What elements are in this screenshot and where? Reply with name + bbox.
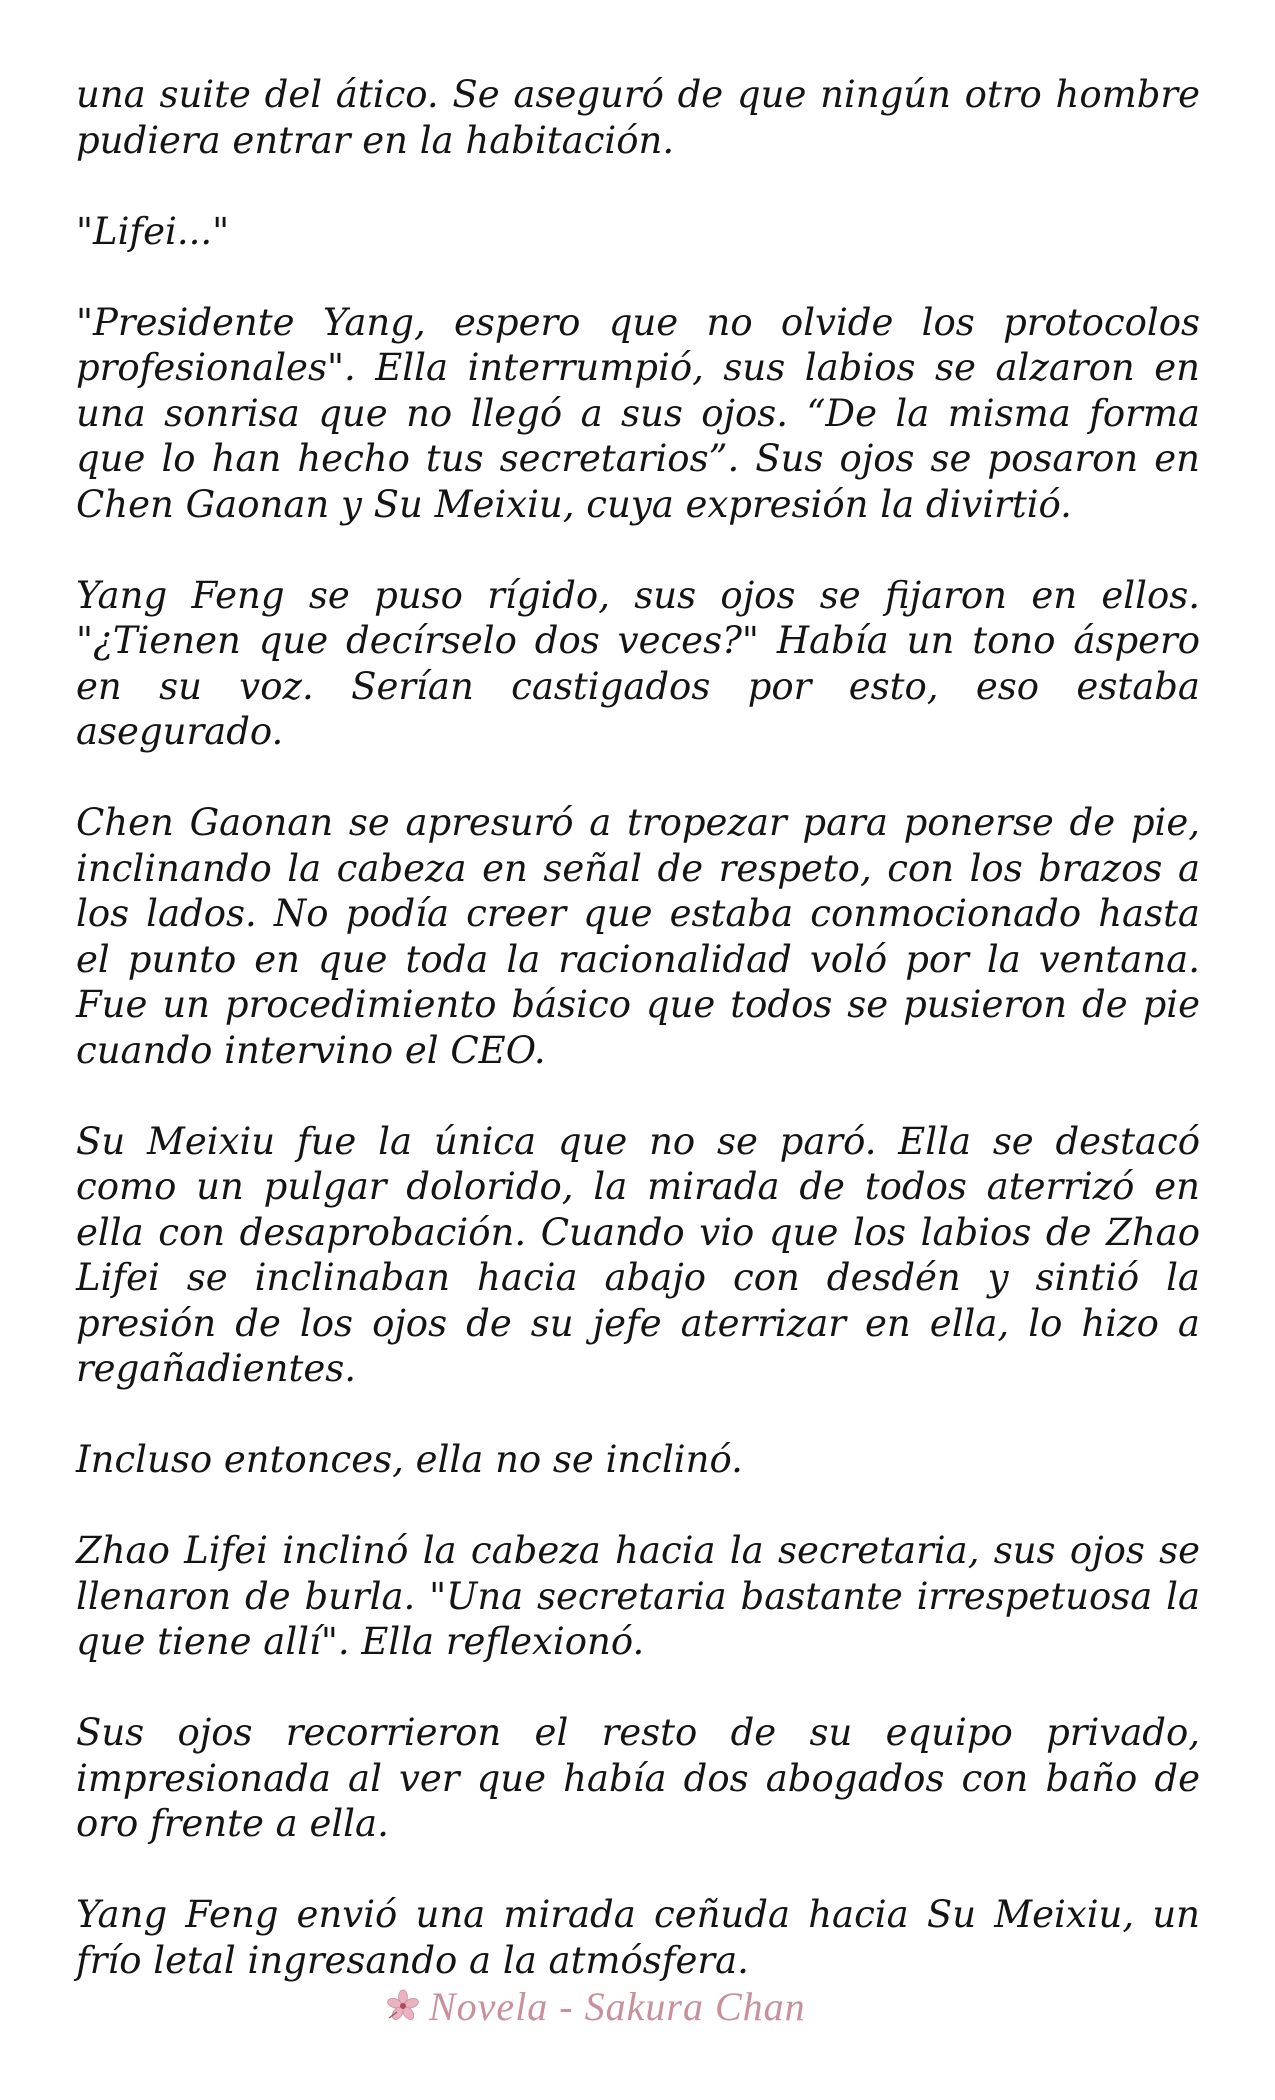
paragraph: "Lifei..." bbox=[76, 209, 230, 253]
watermark bbox=[385, 1978, 806, 2034]
paragraph: Sus ojos recorrieron el resto de su equipo privado, impresionada al ver que había dos abogados con baño de oro frente a ella. bbox=[76, 1711, 1200, 1845]
paragraph: Yang Feng envió una mirada ceñuda hacia Su Meixiu, un frío letal ingresando a la atmósfera. bbox=[76, 1893, 1200, 1982]
paragraph: una suite del ático. Se aseguró de que ningún otro hombre pudiera entrar en la habitación. bbox=[76, 73, 1200, 162]
paragraph: Incluso entonces, ella no se inclinó. bbox=[76, 1438, 743, 1481]
paragraph: Su Meixiu fue la única que no se paró. Ella se destacó como un pulgar dolorido, la mirada de todos aterrizó en ella con desaprobación. Cuando vio que los labios de Zhao Lifei se inclinaban hacia abajo con desdén y sintió la presión de los ojos de su jefe aterrizar en ella, lo hizo a regañadientes. bbox=[76, 1119, 1200, 1390]
paragraph: "Presidente Yang, espero que no olvide los protocolos profesionales". Ella interrumpió, sus labios se alzaron en una sonrisa que no llegó a sus ojos. “De la misma forma que lo han hecho tus secretarios”. Sus ojos se posaron en Chen Gaonan y Su Meixiu, cuya expresión la divirtió. bbox=[76, 300, 1200, 526]
watermark-text: Novela - Sakura Chan bbox=[429, 1983, 806, 2029]
paragraph: Zhao Lifei inclinó la cabeza hacia la secretaria, sus ojos se llenaron de burla. "Una secretaria bastante irrespetuosa la que tiene allí". Ella reflexionó. bbox=[76, 1529, 1200, 1663]
paragraph: Yang Feng se puso rígido, sus ojos se fijaron en ellos. "¿Tienen que decírselo dos veces?" Había un tono áspero en su voz. Serían castigados por esto, eso estaba asegurado. bbox=[76, 573, 1200, 753]
novel-text bbox=[76, 72, 1200, 1983]
paragraph: Chen Gaonan se apresuró a tropezar para ponerse de pie, inclinando la cabeza en señal de respeto, con los brazos a los lados. No podía creer que estaba conmocionado hasta el punto en que toda la racionalidad voló por la ventana. Fue un procedimiento básico que todos se pusieron de pie cuando intervino el CEO. bbox=[76, 801, 1200, 1072]
sakura-flower-icon bbox=[385, 1988, 421, 2024]
